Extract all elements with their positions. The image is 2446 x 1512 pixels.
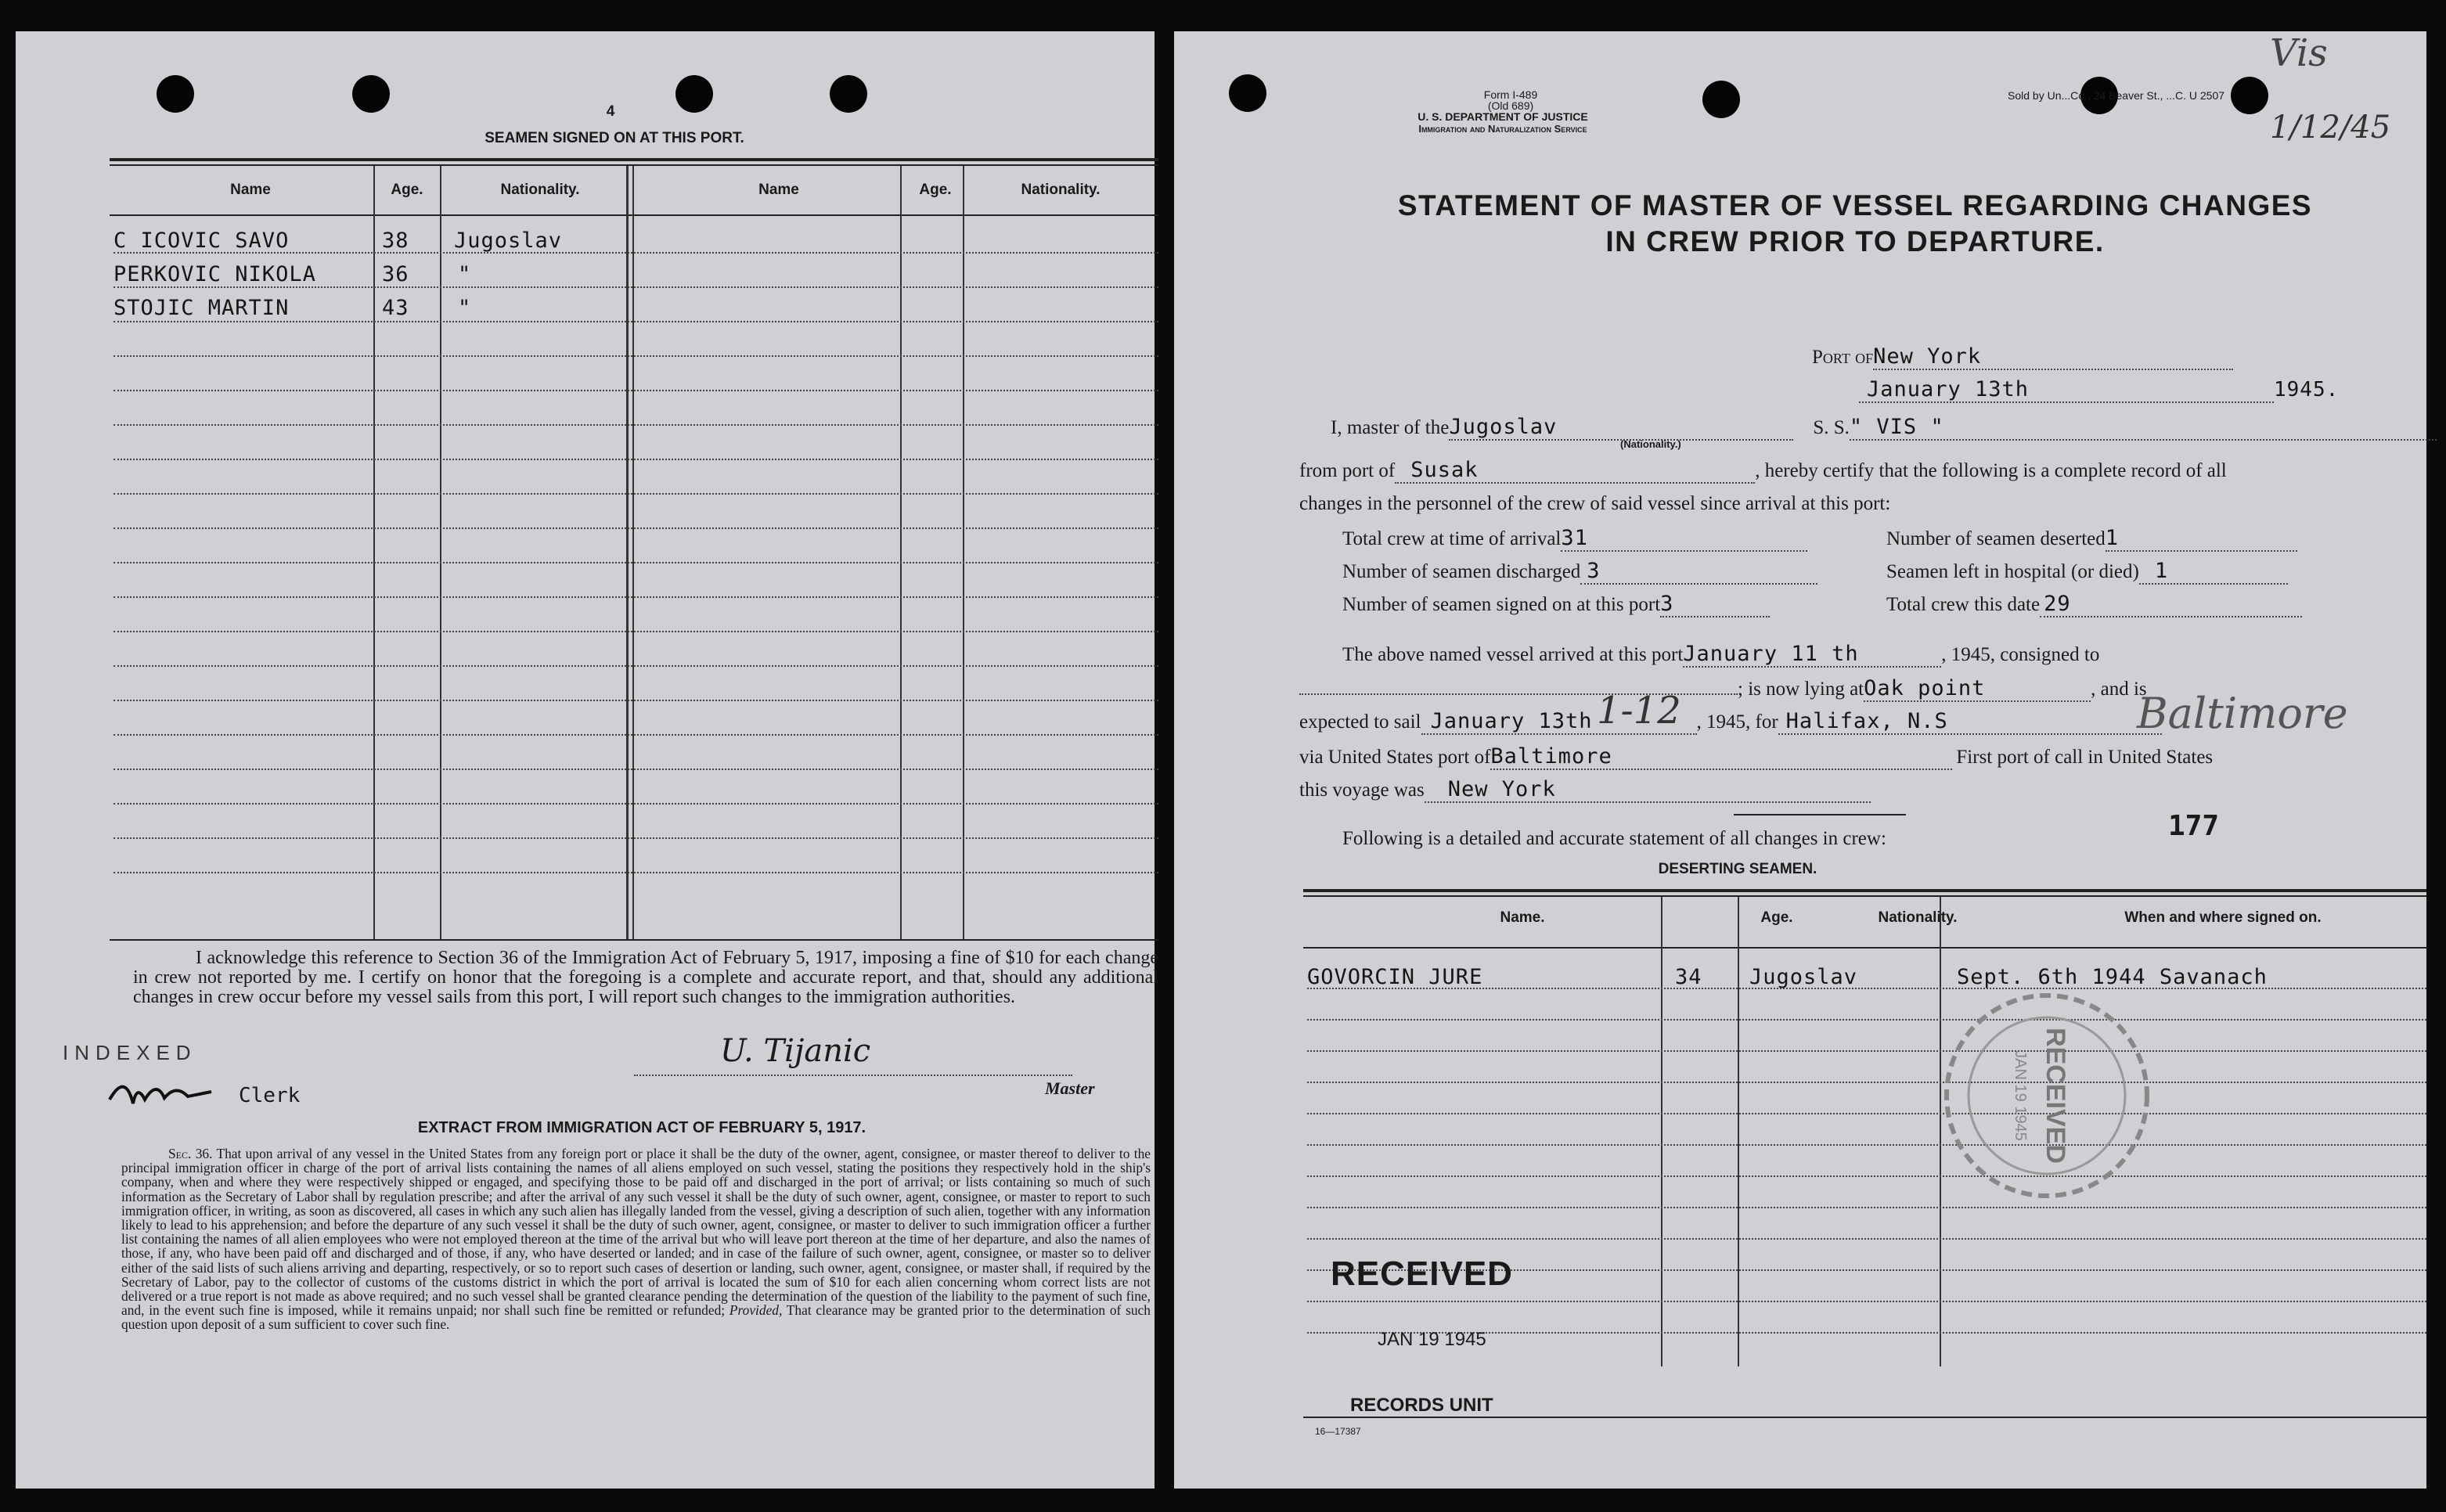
deserter-nationality: Jugoslav bbox=[1749, 965, 1858, 989]
desert-header-age: Age. bbox=[1760, 909, 1793, 926]
page-title bbox=[1284, 188, 2426, 260]
extract-text-end: That clearance may be granted prior to the determination of such question upon deposit of a sum sufficient to cover such fine. bbox=[121, 1302, 1151, 1333]
row-line bbox=[1307, 1113, 2426, 1114]
deserter-age: 34 bbox=[1675, 965, 1702, 989]
stat-value: 1 bbox=[2106, 526, 2297, 552]
extract-title: EXTRACT FROM IMMIGRATION ACT OF FEBRUARY 5, 1917. bbox=[417, 1119, 866, 1136]
nationality-caption: (Nationality.) bbox=[1620, 438, 1681, 450]
row-line bbox=[113, 631, 1158, 632]
for-value: Halifax, N.S bbox=[1778, 709, 2162, 735]
deserting-title: DESERTING SEAMEN. bbox=[1658, 861, 1817, 877]
row-line bbox=[113, 355, 1158, 357]
clerk-initials bbox=[102, 1068, 219, 1115]
punch-hole bbox=[830, 75, 867, 113]
row-line bbox=[1307, 1082, 2426, 1083]
expected-value: January 13th bbox=[1421, 709, 1697, 735]
desert-header-name: Name. bbox=[1500, 909, 1545, 926]
desert-header-nationality: Nationality. bbox=[1878, 909, 1958, 926]
row-line bbox=[1307, 1019, 2426, 1021]
stat-value: 29 bbox=[2040, 592, 2302, 617]
department-header bbox=[1323, 111, 1683, 135]
form-header bbox=[1409, 89, 1612, 111]
first-port-label: First port of call in United States bbox=[1956, 747, 2214, 768]
date-value: January 13th bbox=[1859, 377, 2274, 403]
row-line bbox=[113, 700, 1158, 701]
row-line bbox=[113, 803, 1158, 805]
received-stamp: RECEIVED bbox=[1331, 1255, 1513, 1293]
footer-code: 16—17387 bbox=[1315, 1426, 1361, 1437]
round-received-stamp bbox=[1925, 978, 2168, 1213]
row-line bbox=[1307, 1207, 2426, 1208]
stat-value: 1 bbox=[2139, 559, 2288, 585]
column-header-nationality: Nationality. bbox=[500, 182, 580, 198]
form-old: (Old 689) bbox=[1487, 99, 1534, 112]
changes-text: changes in the personnel of the crew of said vessel since arrival at this port: bbox=[1299, 493, 1891, 514]
punch-hole bbox=[157, 75, 194, 113]
desert-header-signed: When and where signed on. bbox=[2124, 909, 2322, 926]
row-line bbox=[1307, 1050, 2426, 1052]
corner-note: Vis bbox=[2270, 31, 2328, 75]
row-line bbox=[113, 390, 1158, 391]
row-line bbox=[113, 459, 1158, 460]
right-page bbox=[1174, 31, 2426, 1489]
round-stamp-date: JAN 19 1945 bbox=[2012, 1050, 2029, 1141]
column-header-age: Age. bbox=[391, 182, 423, 198]
port-label: Port of bbox=[1812, 347, 1874, 368]
seaman-nationality: Jugoslav bbox=[454, 229, 563, 253]
row-line bbox=[113, 734, 1158, 736]
row-line bbox=[1307, 1175, 2426, 1177]
extract-text: That upon arrival of any vessel in the United States from any foreign port or place it shall be the duty of the owner, agent, consignee, or master thereof to deliver to the principal immigration officer in charge of the port of arrival lists containing the names of all aliens employed on such vessel, stating the positions they respectively hold in the ship's company, when and where they were respectively shipped or engaged, and specifying those to be paid off and discharged in the port of arrival; or lists containing so much of such information as the Secretary of Labor shall by regulation prescribe; and after the arrival of any such vessel it shall be the duty of such owner, agent, consignee, or master to report to such immigration officer, in writing, as soon as discovered, all cases in which any such alien has illegally landed from the vessel, giving a description of such alien, together with any information likely to lead to his apprehension; and before the departure of any such vessel it shall be the duty of such owner, agent, consignee, or master to deliver to such immigration officer a further list containing the names of all alien employees who were not employed thereon at the time of the arrival but who will leave port thereon at the time of her departure, and also the names of those, if any, who have been paid off and discharged and of those, if any, who have deserted or landed; and in case of the failure of such owner, agent, consignee, or master so to deliver either of the said lists of such aliens arriving and departing, respectively, or so to report such cases of desertion or landing, such owner, agent, consignee, or master shall, if required by the Secretary of Labor, pay to the collector of customs of the customs district in which the port of arrival is located the sum of $10 for each alien concerning whom correct lists are not delivered or a true report is not made as above required; and no such vessel shall be granted clearance pending the determination of the question of the liability to the payment of such fine, and, in the event such fine is imposed, while it remains unpaid; nor shall such fine be remitted or refunded; bbox=[121, 1146, 1151, 1319]
title-line-2: IN CREW PRIOR TO DEPARTURE. bbox=[1605, 225, 2105, 257]
row-line bbox=[113, 596, 1158, 598]
indexed-stamp: INDEXED bbox=[63, 1041, 197, 1064]
row-line bbox=[113, 562, 1158, 563]
seaman-nationality: " bbox=[458, 296, 472, 320]
form-number: Form I-489 bbox=[1483, 88, 1538, 101]
row-line bbox=[113, 665, 1158, 667]
stat-label: Total crew this date bbox=[1886, 594, 2041, 615]
row-line bbox=[113, 527, 1158, 529]
column-header-age-2: Age. bbox=[919, 182, 952, 198]
punch-hole bbox=[352, 75, 390, 113]
row-line bbox=[113, 252, 1158, 254]
expected-hand-note: 1-12 bbox=[1597, 689, 1681, 733]
column-header-name: Name bbox=[230, 182, 271, 198]
stat-label: Number of seamen discharged bbox=[1342, 561, 1581, 582]
corner-date: 1/12/45 bbox=[2270, 110, 2391, 146]
stat-label: Total crew at time of arrival bbox=[1342, 528, 1562, 549]
nationality-value: Jugoslav bbox=[1449, 415, 1793, 441]
records-unit: RECORDS UNIT bbox=[1350, 1395, 1493, 1416]
row-line bbox=[113, 286, 1158, 288]
vessel-name: " VIS " bbox=[1850, 415, 2437, 441]
master-label: Master bbox=[1045, 1078, 1095, 1098]
left-page bbox=[16, 31, 1158, 1489]
title-line-1: STATEMENT OF MASTER OF VESSEL REGARDING CHANGES bbox=[1397, 189, 2313, 221]
voyage-label: this voyage was bbox=[1299, 779, 1425, 801]
year-value: 1945. bbox=[2274, 378, 2340, 401]
row-line bbox=[1307, 1238, 2426, 1240]
baltimore-hand-note: Baltimore bbox=[2137, 689, 2348, 738]
stat-label: Number of seamen signed on at this port bbox=[1342, 594, 1661, 615]
round-stamp-text: RECEIVED bbox=[2041, 1028, 2070, 1164]
stat-label: Number of seamen deserted bbox=[1886, 528, 2106, 549]
deserter-signed-on: Sept. 6th 1944 Savanach bbox=[1957, 965, 2268, 989]
department: U. S. DEPARTMENT OF JUSTICE bbox=[1418, 110, 1588, 123]
sold-by: Sold by Un...Co., 24 Beaver St., ...C. U 2507 bbox=[2008, 89, 2225, 102]
page-number: 4 bbox=[606, 103, 615, 120]
punch-hole bbox=[675, 75, 713, 113]
column-header-name-2: Name bbox=[758, 182, 799, 198]
and-is: , and is bbox=[2091, 679, 2147, 700]
section-title: SEAMEN SIGNED ON AT THIS PORT. bbox=[485, 130, 744, 146]
seaman-name: C ICOVIC SAVO bbox=[113, 229, 290, 253]
via-label: via United States port of bbox=[1299, 747, 1491, 768]
row-line bbox=[113, 321, 1158, 322]
sheet-number: 177 bbox=[2168, 810, 2220, 842]
from-port-label: from port of bbox=[1299, 460, 1396, 481]
lying-value: Oak point bbox=[1864, 676, 2091, 702]
punch-hole bbox=[1229, 74, 1266, 112]
seaman-name: STOJIC MARTIN bbox=[113, 296, 290, 320]
row-line bbox=[1307, 1301, 2426, 1302]
arrived-label: The above named vessel arrived at this port bbox=[1342, 644, 1684, 665]
arrived-year: , 1945, consigned to bbox=[1941, 644, 2100, 665]
clerk-label: Clerk bbox=[239, 1084, 301, 1107]
expected-label: expected to sail bbox=[1299, 711, 1421, 733]
row-line bbox=[113, 424, 1158, 426]
stat-label: Seamen left in hospital (or died) bbox=[1886, 561, 2139, 582]
from-port-value: Susak bbox=[1395, 458, 1755, 484]
column-header-nationality-2: Nationality. bbox=[1021, 182, 1101, 198]
voyage-value: New York bbox=[1425, 777, 1871, 803]
expected-year: , 1945, for bbox=[1696, 711, 1778, 733]
row-line bbox=[113, 837, 1158, 839]
seaman-age: 43 bbox=[382, 296, 409, 320]
service: Immigration and Naturalization Service bbox=[1418, 123, 1587, 135]
certify-text: , hereby certify that the following is a complete record of all bbox=[1755, 460, 2227, 481]
punch-hole bbox=[2231, 77, 2268, 114]
seaman-age: 38 bbox=[382, 229, 409, 253]
stat-value: 3 bbox=[1580, 559, 1817, 585]
stat-value: 3 bbox=[1660, 592, 1770, 617]
arrived-value: January 11 th bbox=[1683, 642, 1941, 668]
received-date: JAN 19 1945 bbox=[1378, 1329, 1486, 1350]
row-line bbox=[113, 769, 1158, 770]
extract-body bbox=[121, 1147, 1151, 1332]
ss-label: S. S. bbox=[1813, 417, 1850, 438]
extract-provided: Provided, bbox=[729, 1302, 783, 1319]
master-of-label: I, master of the bbox=[1331, 417, 1450, 438]
extract-section-label: Sec. 36. bbox=[168, 1146, 213, 1161]
row-line bbox=[113, 493, 1158, 495]
port-value: New York bbox=[1873, 344, 2233, 370]
row-line bbox=[1307, 1144, 2426, 1146]
row-line bbox=[113, 872, 1158, 873]
punch-hole bbox=[1702, 81, 1740, 118]
lying-label: ; is now lying at bbox=[1738, 679, 1864, 700]
acknowledgement-text: I acknowledge this reference to Section 36 of the Immigration Act of February 5, 1917, imposing a fine of $10 for each change in crew not reported by me. I certify on honor that the foregoing is a complete and accurate report, and that, should any additional changes in crew occur before my vessel sails from this port, I will report such changes to the immigration authorities. bbox=[133, 948, 1158, 1007]
following-text: Following is a detailed and accurate statement of all changes in crew: bbox=[1342, 828, 1886, 849]
seaman-name: PERKOVIC NIKOLA bbox=[113, 262, 316, 286]
via-value: Baltimore bbox=[1490, 744, 1952, 770]
seaman-nationality: " bbox=[458, 262, 472, 286]
row-line bbox=[1307, 988, 2426, 989]
deserter-name: GOVORCIN JURE bbox=[1307, 965, 1483, 989]
seaman-age: 36 bbox=[382, 262, 409, 286]
master-signature: U. Tijanic bbox=[720, 1033, 871, 1069]
stat-value: 31 bbox=[1561, 526, 1807, 552]
